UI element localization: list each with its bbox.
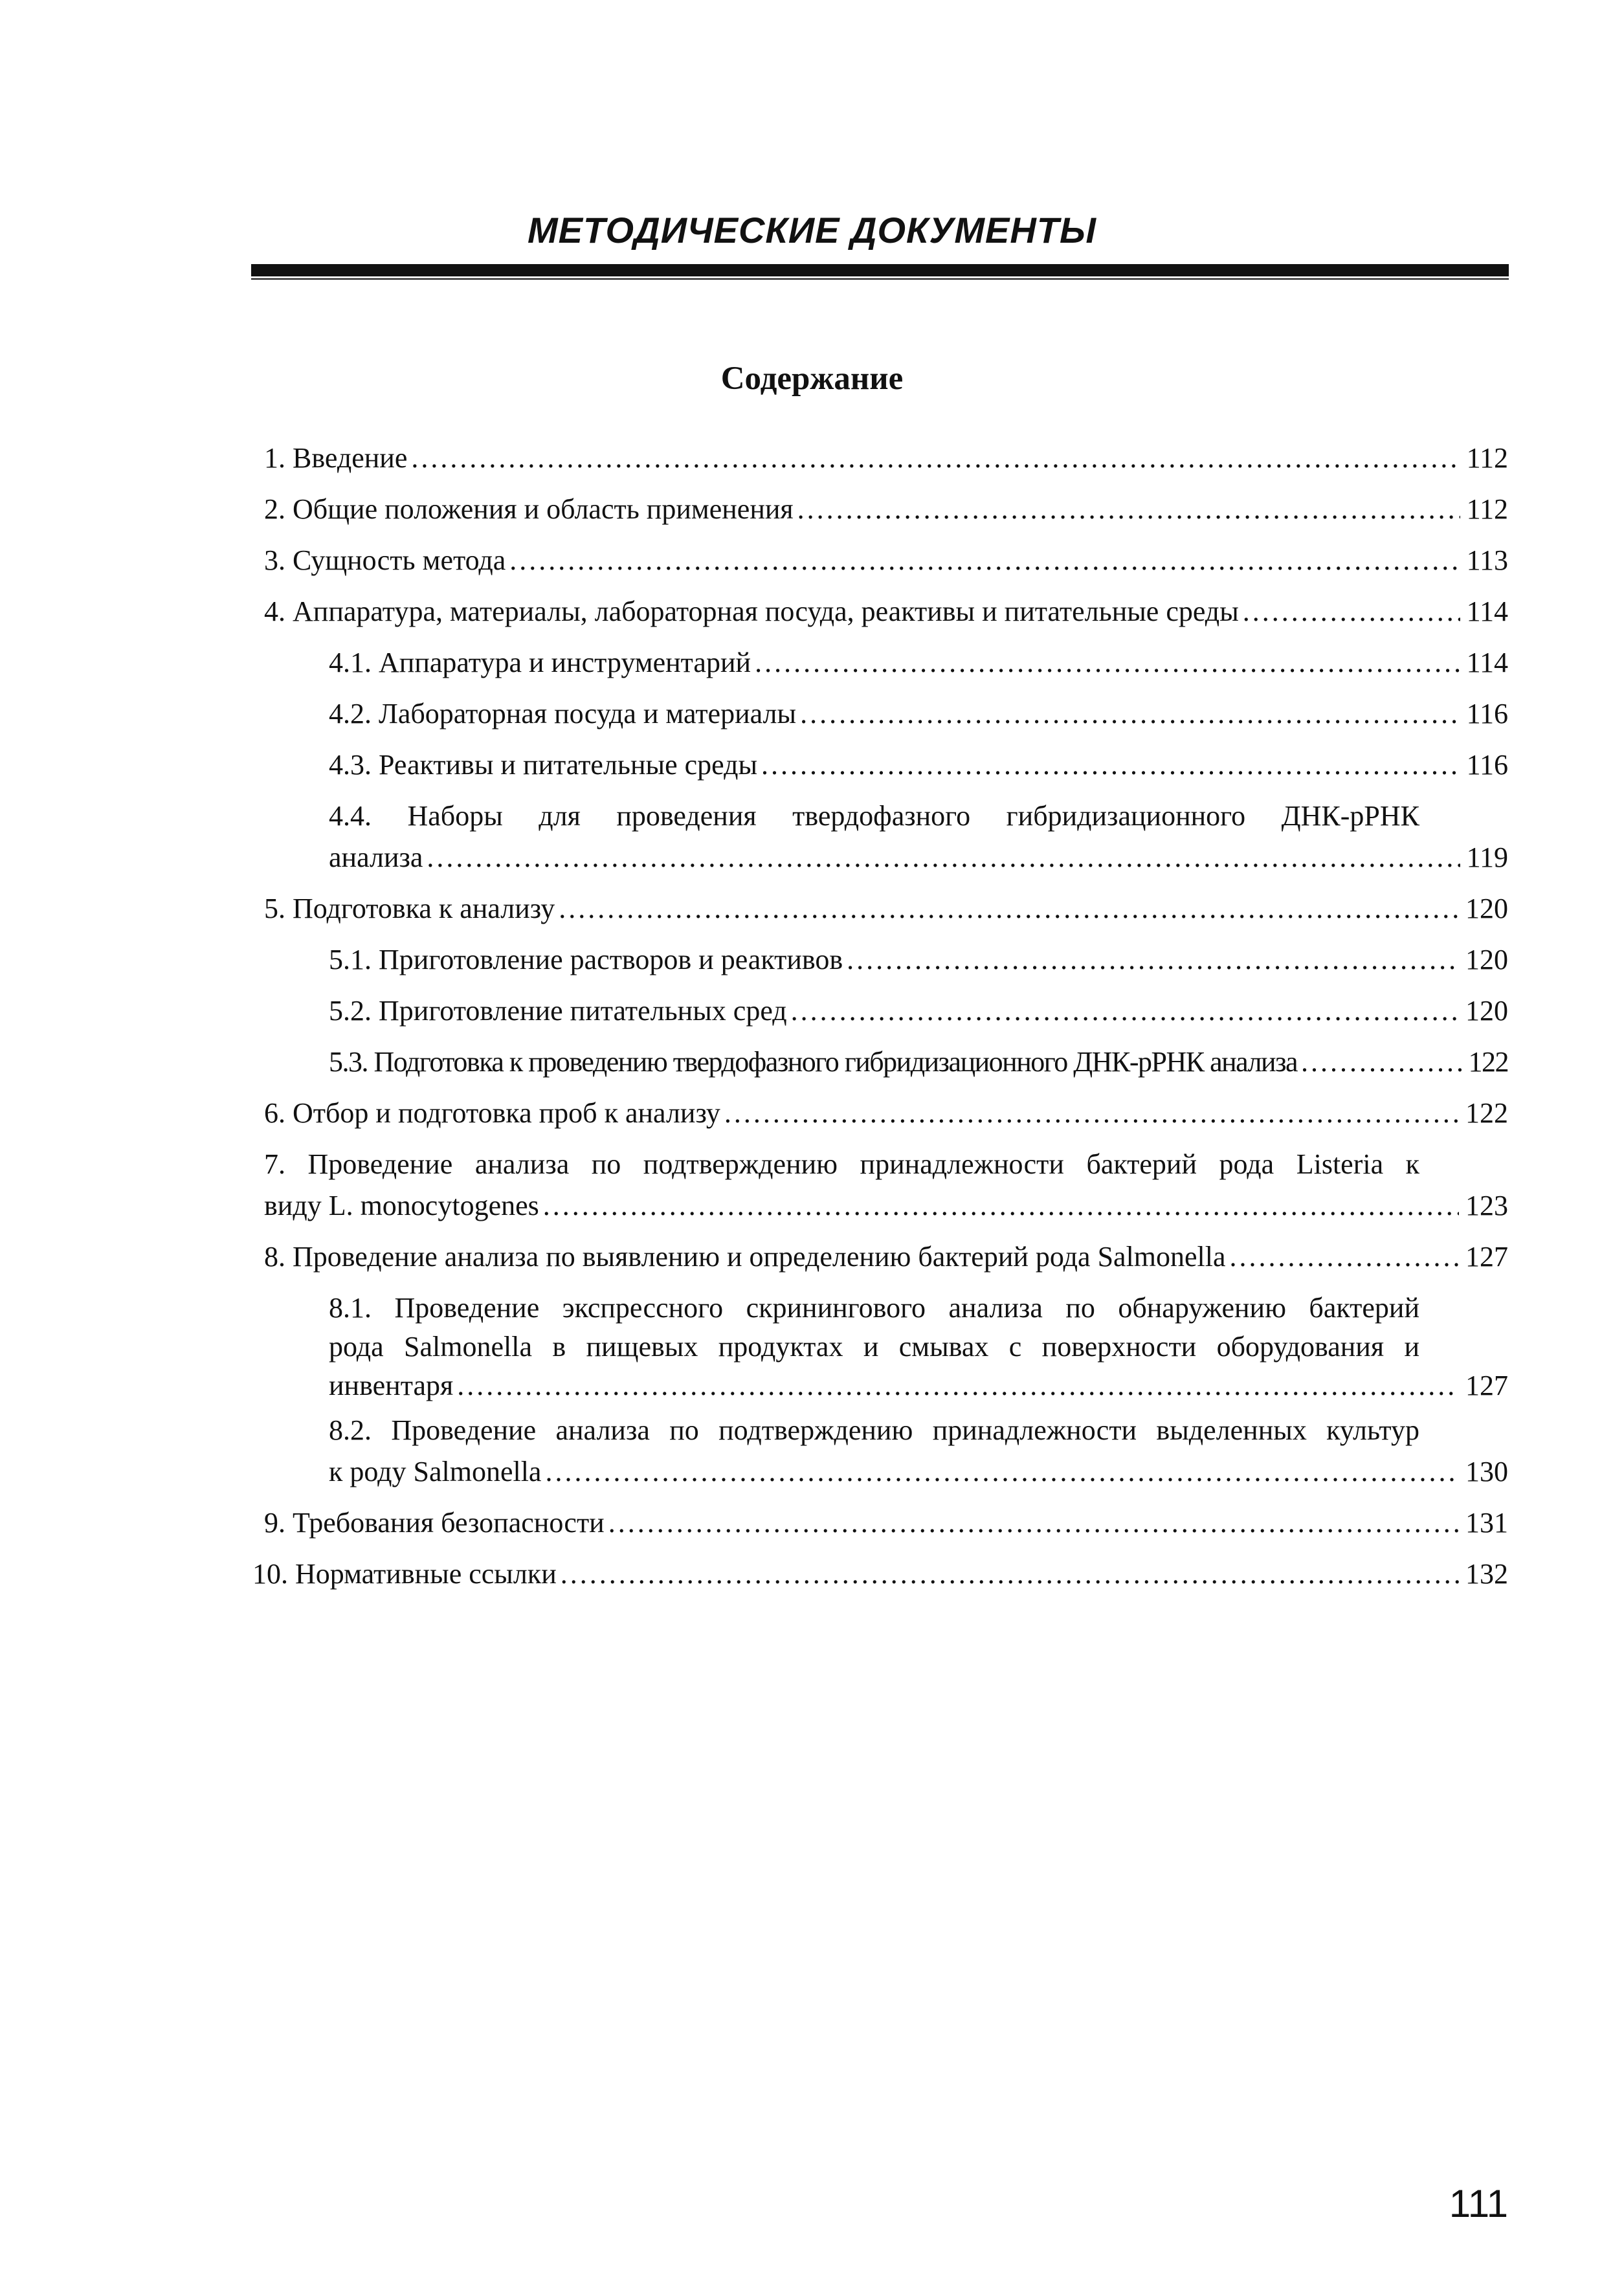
toc-entry[interactable] [329, 746, 1508, 784]
toc-entry-text: 6. Отбор и подготовка проб к анализу [264, 1097, 720, 1129]
toc-entry[interactable] [264, 889, 1508, 928]
toc-entry[interactable] [329, 1289, 1508, 1405]
leader-dots [791, 992, 1459, 1030]
toc-entry-text: 3. Сущность метода [264, 544, 506, 576]
leader-dots [847, 940, 1459, 979]
toc-entry-text: 1. Введение [264, 442, 408, 474]
toc-entry-text: 4.3. Реактивы и питательные среды [329, 749, 758, 781]
leader-dots [411, 439, 1460, 478]
toc-entry-text: 8. Проведение анализа по выявлению и определению бактерий рода Salmonella [264, 1241, 1226, 1273]
toc-entry-text: 4.2. Лабораторная посуда и материалы [329, 698, 797, 729]
leader-dots [427, 838, 1460, 877]
toc-entry-text: виду L. monocytogenes [264, 1190, 539, 1221]
toc-page-number: 120 [1465, 944, 1508, 975]
toc-page-number: 113 [1466, 544, 1508, 576]
toc-entry-text: 2. Общие положения и область применения [264, 493, 794, 525]
toc-entry-text: 5.2. Приготовление питательных сред [329, 995, 787, 1027]
toc-page-number: 132 [1465, 1558, 1508, 1590]
toc-entry[interactable] [329, 940, 1508, 979]
toc-entry[interactable] [264, 1094, 1508, 1133]
toc-page-number: 119 [1466, 841, 1508, 873]
toc-page-number: 131 [1465, 1507, 1508, 1539]
toc-entry-text: 4. Аппаратура, материалы, лабораторная посуда, реактивы и питательные среды [264, 595, 1239, 627]
leader-dots [755, 643, 1460, 682]
toc-entry-text: 9. Требования безопасности [264, 1507, 605, 1539]
toc-entry[interactable] [329, 992, 1508, 1030]
toc-page-number: 112 [1466, 442, 1508, 474]
toc-page-number: 122 [1465, 1097, 1508, 1129]
toc-entry[interactable] [264, 1145, 1508, 1225]
leader-dots [1243, 592, 1460, 631]
toc-entry-text: 4.1. Аппаратура и инструментарий [329, 647, 751, 678]
toc-page-number: 127 [1465, 1370, 1508, 1401]
leader-dots [1301, 1043, 1462, 1082]
toc-entry[interactable] [329, 643, 1508, 682]
toc-page-number: 112 [1466, 493, 1508, 525]
toc-entry[interactable] [329, 1043, 1508, 1082]
toc-page-number: 130 [1465, 1456, 1508, 1487]
toc-entry-text: 4.4. Наборы для проведения твердофазного гибридизационного ДНК-рРНК [329, 800, 1419, 832]
toc-page-number: 116 [1466, 698, 1508, 729]
toc-entry-text: 5.1. Приготовление растворов и реактивов [329, 944, 843, 975]
leader-dots [545, 1452, 1459, 1491]
toc-entry-text: 5. Подготовка к анализу [264, 893, 555, 924]
toc-page-number: 116 [1466, 749, 1508, 781]
toc-page-number: 114 [1466, 595, 1508, 627]
toc-page-number: 114 [1466, 647, 1508, 678]
leader-dots [724, 1094, 1459, 1133]
toc-entry-text: анализа [329, 841, 423, 873]
leader-dots [457, 1366, 1459, 1405]
toc-entry-text: 5.3. Подготовка к проведению твердофазного гибридизационного ДНК-рРНК анализа [329, 1046, 1297, 1078]
toc-entry[interactable] [329, 1411, 1508, 1491]
header-rule [251, 264, 1509, 276]
leader-dots [608, 1504, 1459, 1542]
section-title: МЕТОДИЧЕСКИЕ ДОКУМЕНТЫ [527, 210, 1097, 250]
toc-heading: Содержание [720, 361, 904, 397]
toc-entry-text: к роду Salmonella [329, 1456, 542, 1487]
toc-page-number: 122 [1468, 1046, 1508, 1078]
page-number: 111 [1449, 2182, 1508, 2225]
toc-entry[interactable] [329, 695, 1508, 733]
leader-dots [559, 889, 1459, 928]
leader-dots [761, 746, 1460, 784]
toc-entry-text: 8.1. Проведение экспрессного скринингового анализа по обнаружению бактерий [329, 1292, 1419, 1324]
toc-entry-text: рода Salmonella в пищевых продуктах и смывах с поверхности оборудования и [329, 1331, 1419, 1363]
toc-page-number: 120 [1465, 893, 1508, 924]
toc-page-number: 127 [1465, 1241, 1508, 1273]
toc-entry-text: 10. Нормативные ссылки [252, 1558, 557, 1590]
toc-page-number: 123 [1465, 1190, 1508, 1221]
leader-dots [509, 541, 1460, 580]
toc-page-number: 120 [1465, 995, 1508, 1027]
toc-entry[interactable] [252, 1555, 1508, 1594]
toc-entry-text: инвентаря [329, 1370, 454, 1401]
toc-entry[interactable] [264, 439, 1508, 478]
leader-dots [800, 695, 1460, 733]
toc-entry[interactable] [264, 1504, 1508, 1542]
toc-entry-text: 7. Проведение анализа по подтверждению принадлежности бактерий рода Listeria к [264, 1148, 1419, 1180]
toc-entry[interactable] [264, 541, 1508, 580]
toc-entry[interactable] [264, 1238, 1508, 1276]
toc-entry[interactable] [329, 797, 1508, 877]
toc-entry-text: 8.2. Проведение анализа по подтверждению принадлежности выделенных культур [329, 1414, 1419, 1446]
leader-dots [561, 1555, 1459, 1594]
leader-dots [797, 490, 1460, 529]
leader-dots [1230, 1238, 1459, 1276]
toc-entry[interactable] [264, 490, 1508, 529]
toc-entry[interactable] [264, 592, 1508, 631]
leader-dots [543, 1186, 1459, 1225]
